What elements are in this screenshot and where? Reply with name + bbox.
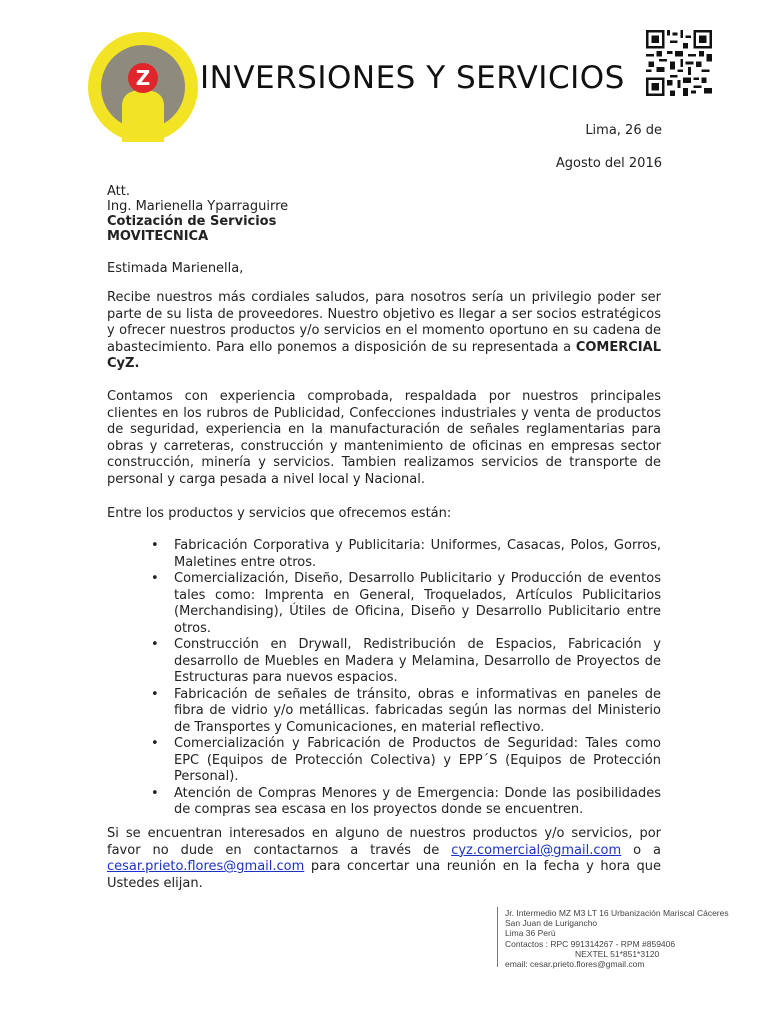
closing-text-a: Si se encuentran interesados en alguno de nuestros productos y/o servicios, por favor no dude en contactarnos a través de — [107, 826, 661, 858]
list-item: • Comercialización y Fabricación de Productos de Seguridad: Tales como EPC (Equipos de Protección Colectiva) y EPP´S (Equipos de Protección Personal). — [148, 736, 661, 786]
footer-email: email: cesar.prieto.flores@gmail.com — [505, 959, 645, 970]
services-list — [148, 538, 661, 819]
paragraph-1-text: Recibe nuestros más cordiales saludos, para nosotros sería un privilegio poder ser parte de su lista de proveedores. Nuestro objetivo es llegar a ser socios estratégicos y ofrecer nuestros productos y/o servicios en el momento oportuno en su cadena de abastecimiento. Para ello ponemos a disposición de su representada a — [107, 290, 661, 355]
date-line-1: Lima, 26 de — [585, 123, 662, 138]
paragraph-1 — [107, 290, 661, 373]
date-line-2: Agosto del 2016 — [555, 156, 662, 171]
footer-address-2: San Juan de Lurigancho — [505, 918, 598, 929]
footer-contact — [505, 908, 729, 969]
footer-nextel: NEXTEL 51*851*3120 — [575, 948, 660, 959]
paragraph-1-bold: COMERCIAL CyZ. — [107, 339, 661, 371]
subject: Cotización de Servicios — [107, 214, 277, 229]
list-item: • Fabricación Corporativa y Publicitaria: Uniformes, Casacas, Polos, Gorros, Maletines entre otros. — [148, 538, 661, 571]
footer-divider — [497, 907, 498, 967]
closing-paragraph — [107, 826, 661, 892]
list-item: • Construcción en Drywall, Redistribución de Espacios, Fabricación y desarrollo de Muebles en Madera y Melamina, Desarrollo de Proyectos de Estructuras para nuevos espacios. — [148, 637, 661, 687]
footer-phones: Contactos : RPC 991314267 - RPM #859406 — [505, 938, 676, 949]
company-logo — [88, 32, 198, 142]
att-label: Att. — [107, 184, 130, 199]
services-intro: Entre los productos y servicios que ofrecemos están: — [107, 506, 452, 521]
list-item: • Fabricación de señales de tránsito, obras e informativas en paneles de fibra de vidrio y/o metállicas. fabricadas según las normas del Ministerio de Transportes y Comunicaciones, en material reflectivo. — [148, 687, 661, 737]
email-link-2[interactable]: cesar.prieto.flores@gmail.com — [107, 859, 305, 874]
company-name: INVERSIONES Y SERVICIOS — [200, 60, 625, 96]
recipient-name: Ing. Marienella Yparraguirre — [107, 199, 289, 214]
closing-text-c: para concertar una reunión en la fecha y hora que Ustedes elijan. — [107, 859, 661, 891]
paragraph-2: Contamos con experiencia comprobada, respaldada por nuestros principales clientes en los rubros de Publicidad, Confecciones industriales y venta de productos de seguridad, experiencia en la manufacturación de señales reglamentarias para obras y carreteras, construcción y mantenimiento de oficinas en empresas sector construcción, minería y servicios. Tambien realizamos servicios de transporte de personal y carga pesada a nivel local y Nacional. — [107, 389, 661, 487]
footer-address-1: Jr. Intermedio MZ M3 LT 16 Urbanización Mariscal Cáceres — [505, 908, 729, 918]
footer-address-3: Lima 36 Perú — [505, 928, 556, 939]
logo-letter: Z — [135, 66, 151, 90]
closing-text-b: o a — [621, 842, 661, 858]
greeting: Estimada Marienella, — [107, 261, 244, 276]
list-item: • Comercialización, Diseño, Desarrollo Publicitario y Producción de eventos tales como: Imprenta en General, Troquelados, Artículos Publicitarios (Merchandising), Útiles de Oficina, Diseño y Desarrollo Publicitario entre otros. — [148, 571, 661, 637]
email-link-1[interactable]: cyz.comercial@gmail.com — [451, 842, 622, 858]
recipient-company: MOVITECNICA — [107, 229, 209, 244]
list-item: • Atención de Compras Menores y de Emergencia: Donde las posibilidades de compras sea escasa en los proyectos donde se encuentren. — [148, 786, 661, 819]
recipient-block — [107, 184, 288, 244]
qr-code — [646, 30, 712, 96]
